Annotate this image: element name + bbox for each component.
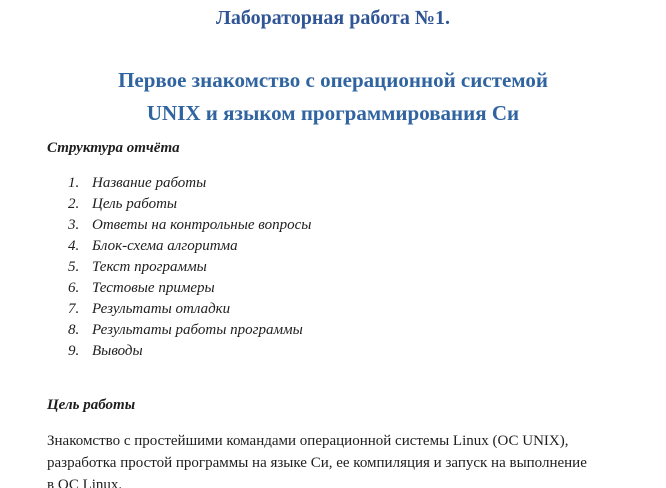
list-item-label: Название работы — [92, 175, 207, 191]
goal-heading: Цель работы — [47, 397, 136, 413]
doc-title: Лабораторная работа №1. — [215, 7, 451, 29]
list-item-label: Выводы — [92, 343, 143, 359]
list-item-label: Результаты отладки — [92, 301, 231, 317]
list-item-label: Тестовые примеры — [92, 280, 215, 296]
structure-heading: Структура отчёта — [47, 140, 180, 156]
goal-paragraph-line: разработка простой программы на языке Си, ее компиляция и запуск на выполнение — [47, 455, 587, 471]
list-item-label: Текст программы — [92, 259, 207, 275]
list-item-label: Цель работы — [92, 196, 178, 212]
list-item-number: 8. — [68, 322, 80, 338]
goal-paragraph-line: Знакомство с простейшими командами операционной системы Linux (ОС UNIX), — [47, 433, 569, 449]
list-item — [68, 215, 666, 236]
list-item-number: 9. — [68, 343, 80, 359]
goal-paragraph-line: в ОС Linux. — [47, 477, 123, 488]
list-item — [68, 194, 666, 215]
list-item-label: Блок-схема алгоритма — [92, 238, 238, 254]
doc-subtitle-line: Первое знакомство с операционной системой — [118, 68, 548, 92]
list-item-number: 3. — [68, 217, 80, 233]
list-item — [68, 278, 666, 299]
list-item — [68, 236, 666, 257]
doc-subtitle — [20, 64, 646, 130]
list-item — [68, 257, 666, 278]
list-item — [68, 341, 666, 362]
goal-paragraph — [47, 430, 647, 488]
list-item — [68, 173, 666, 194]
list-item-number: 5. — [68, 259, 80, 275]
list-item-number: 7. — [68, 301, 80, 317]
list-item — [68, 299, 666, 320]
list-item — [68, 320, 666, 341]
report-structure-list — [68, 173, 666, 362]
list-item-label: Результаты работы программы — [92, 322, 303, 338]
doc-subtitle-line: UNIX и языком программирования Си — [146, 101, 520, 125]
list-item-number: 2. — [68, 196, 80, 212]
list-item-label: Ответы на контрольные вопросы — [92, 217, 312, 233]
list-item-number: 1. — [68, 175, 80, 191]
list-item-number: 4. — [68, 238, 80, 254]
list-item-number: 6. — [68, 280, 80, 296]
